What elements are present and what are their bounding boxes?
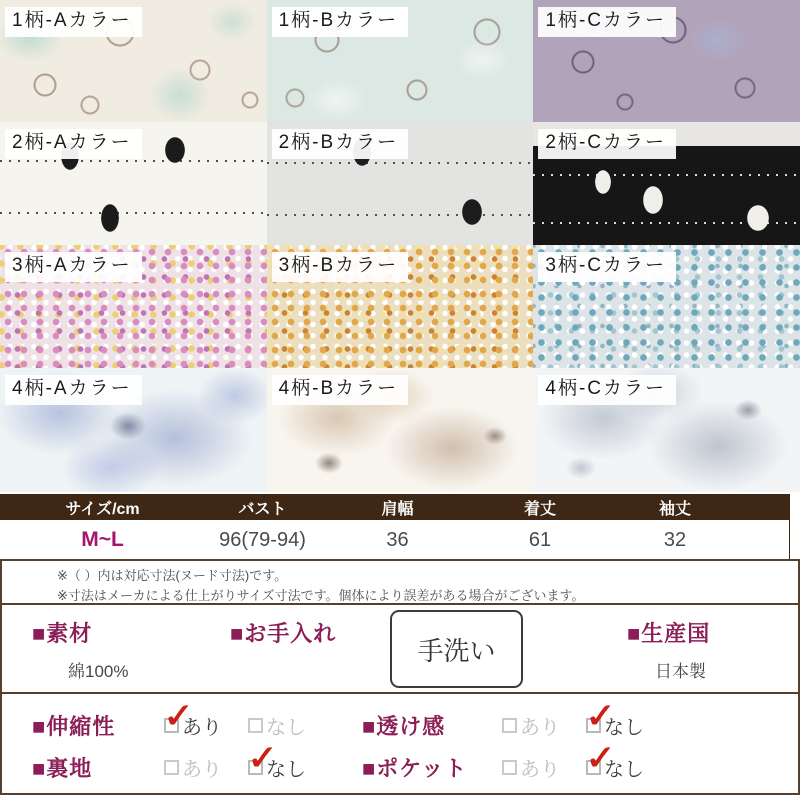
stretch-option-ari bbox=[163, 694, 248, 740]
material-label: ■素材 bbox=[32, 621, 93, 646]
swatch-label: 4柄-Bカラー bbox=[272, 375, 409, 405]
checkmark-icon: ✓ bbox=[163, 694, 194, 736]
material-care-origin-section bbox=[2, 605, 798, 694]
option-label-nashi: なし bbox=[604, 716, 644, 739]
value-length: 61 bbox=[528, 528, 552, 551]
swatch-label: 4柄-Aカラー bbox=[5, 375, 142, 405]
value-shoulder: 36 bbox=[386, 528, 409, 551]
swatch-3a bbox=[0, 245, 267, 368]
swatch-1b bbox=[267, 0, 534, 122]
swatch-2b bbox=[267, 122, 534, 245]
header-sleeve: 袖丈 bbox=[658, 500, 691, 518]
pocket-option-ari bbox=[502, 753, 586, 782]
option-label-nashi: なし bbox=[604, 758, 644, 781]
swatch-label: 3柄-Cカラー bbox=[538, 252, 676, 282]
sheerness-option-ari bbox=[502, 711, 586, 740]
feature-row-1 bbox=[2, 694, 798, 746]
checkbox bbox=[502, 718, 517, 733]
care-value: 手洗い bbox=[417, 635, 496, 666]
option-label-ari: あり bbox=[520, 758, 560, 781]
feature-pocket-label: ■ポケット bbox=[362, 755, 468, 781]
sheerness-option-nashi bbox=[585, 694, 706, 740]
swatch-4a bbox=[0, 368, 267, 492]
swatch-label: 3柄-Bカラー bbox=[272, 252, 409, 282]
info-box bbox=[0, 559, 800, 795]
swatch-2c bbox=[533, 122, 800, 245]
feature-stretch-label: ■伸縮性 bbox=[32, 713, 116, 739]
features-section bbox=[2, 694, 798, 791]
checkbox bbox=[502, 760, 517, 775]
swatch-4b bbox=[267, 368, 534, 492]
checkbox bbox=[163, 694, 194, 736]
checkmark-icon: ✓ bbox=[247, 736, 278, 778]
swatch-2a bbox=[0, 122, 267, 245]
swatch-label: 3柄-Aカラー bbox=[5, 252, 142, 282]
checkmark-icon: ✓ bbox=[585, 736, 616, 778]
swatch-label: 1柄-Aカラー bbox=[5, 7, 142, 37]
header-bust: バスト bbox=[238, 500, 287, 518]
swatch-4c bbox=[533, 368, 800, 492]
swatch-label: 1柄-Bカラー bbox=[272, 7, 409, 37]
header-size: サイズ/cm bbox=[65, 500, 140, 518]
size-table-header bbox=[0, 494, 790, 520]
value-size: M~L bbox=[81, 528, 124, 551]
feature-row-2 bbox=[2, 736, 798, 788]
checkmark-icon: ✓ bbox=[585, 694, 616, 736]
swatch-label: 1柄-Cカラー bbox=[538, 7, 676, 37]
size-notes bbox=[2, 561, 798, 605]
swatch-label: 4柄-Cカラー bbox=[538, 375, 676, 405]
option-label-ari: あり bbox=[520, 716, 560, 739]
note-line-2: ※寸法はメーカによる仕上がりサイズ寸法です。個体により誤差がある場合がございます。 bbox=[57, 588, 585, 604]
swatch-1c bbox=[533, 0, 800, 122]
value-bust: 96(79-94) bbox=[219, 528, 306, 551]
swatch-1a bbox=[0, 0, 267, 122]
header-length: 着丈 bbox=[523, 500, 556, 518]
swatch-label: 2柄-Cカラー bbox=[538, 129, 676, 159]
swatch-label: 2柄-Bカラー bbox=[272, 129, 409, 159]
material-value: 綿100% bbox=[68, 662, 129, 681]
stretch-option-nashi bbox=[248, 711, 362, 740]
checkbox bbox=[585, 736, 616, 778]
swatch-label: 2柄-Aカラー bbox=[5, 129, 142, 159]
size-table bbox=[0, 494, 790, 560]
checkbox bbox=[247, 736, 278, 778]
checkbox bbox=[164, 760, 179, 775]
header-shoulder: 肩幅 bbox=[381, 500, 414, 518]
note-line-1: ※（ ）内は対応寸法(ヌード寸法)です。 bbox=[57, 568, 288, 583]
feature-sheerness-label: ■透け感 bbox=[362, 713, 446, 739]
lining-option-ari bbox=[164, 753, 248, 782]
checkbox bbox=[248, 718, 263, 733]
option-label-ari: あり bbox=[182, 716, 222, 739]
lining-option-nashi bbox=[247, 736, 362, 782]
care-instruction-box bbox=[390, 610, 523, 688]
option-label-nashi: なし bbox=[266, 716, 306, 739]
origin-value: 日本製 bbox=[655, 662, 706, 681]
feature-lining-label: ■裏地 bbox=[32, 755, 93, 781]
origin-label: ■生産国 bbox=[627, 621, 711, 646]
value-sleeve: 32 bbox=[663, 528, 687, 551]
size-table-row bbox=[0, 520, 790, 560]
option-label-ari: あり bbox=[182, 758, 222, 781]
option-label-nashi: なし bbox=[266, 758, 306, 781]
swatch-3b bbox=[267, 245, 534, 368]
swatch-3c bbox=[533, 245, 800, 368]
checkbox bbox=[585, 694, 616, 736]
care-label: ■お手入れ bbox=[230, 621, 337, 646]
pocket-option-nashi bbox=[585, 736, 706, 782]
